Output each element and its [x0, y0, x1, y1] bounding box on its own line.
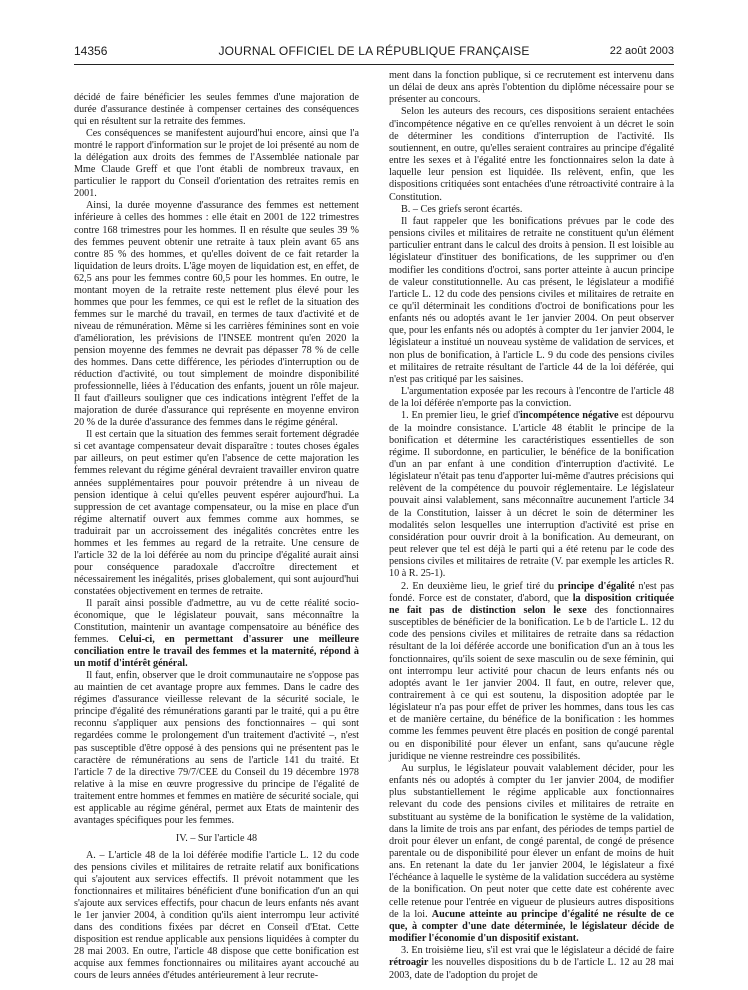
emphasis-text: principe d'égalité — [557, 580, 635, 592]
paragraph — [389, 410, 674, 580]
emphasis-text: Celui-ci, en permettant d'assurer une meilleure conciliation entre le travail des femmes et la maternité, répond à un motif d'intérêt général. — [74, 634, 359, 670]
paragraph: Ainsi, la durée moyenne d'assurance des femmes est nettement inférieure à celles des hommes : elle était en 2001 de 122 trimestres contre 168 trimestres pour les hommes. Il en résulte que seules 39 % des femmes peuvent obtenir une retraite à taux plein avant 65 ans contre 85 % des hommes, et qu'elles doivent de ce fait retarder la liquidation de leurs droits. L'âge moyen de liquidation est, en effet, de 62,5 ans pour les femmes contre 60,5 pour les hommes. En outre, le montant moyen de la retraite reste nettement plus élevé pour les hommes que pour les femmes, ce qui est le reflet de la situation des femmes sur le marché du travail, en termes de taux d'activité et de niveau de rémunération. Même si les carrières féminines sont en voie d'amélioration, les prévisions de l'INSEE montrent qu'en 2020 la pension moyenne des femmes ne devrait pas dépasser 78 % de celle des hommes. Dans cette différence, les périodes d'interruption ou de réduction d'activité, ou tout simplement de moindre disponibilité professionnelle, liées à l'éducation des enfants, jouent un rôle majeur. Il faut d'ailleurs souligner que ces indications intègrent l'effet de la majoration de durée d'assurance qui représente en moyenne environ 20 % de la durée d'assurance des femmes dans le régime général. — [74, 200, 359, 429]
emphasis-text: Aucune atteinte au principe d'égalité ne résulte de ce que, à compter d'une date déterminée, le législateur décide de modifier l'économie d'un dispositif existant. — [389, 908, 674, 945]
paragraph-text: est dépourvu de la moindre consistance. L'article 48 établit le principe de la bonification et détermine les caractéristiques essentielles de son régime. Il subordonne, en particulier, le bénéfice de la bonification d'un an par enfant à une condition d'interruption d'activité. Le législateur n'était pas tenu d'apporter lui-même d'autres précisions qui relèvent de la compétence du pouvoir réglementaire. Le législateur pouvait ainsi valablement, sans méconnaître aucunement l'article 34 de la Constitution, laisser à un décret le soin de déterminer les modalités selon lesquelles une interruption d'activité est prise en considération pour ouvrir droit à la bonification. Au demeurant, on peut relever que tel est déjà le parti qui a été retenu par le code des pensions civiles et militaires de retraite (V. par exemple les articles R. 10 à R. 25-1). — [389, 410, 674, 580]
paragraph-lead: A. – — [86, 849, 109, 861]
publication-title: JOURNAL OFFICIEL DE LA RÉPUBLIQUE FRANÇAISE — [218, 44, 530, 58]
paragraph-text: 2. En deuxième lieu, le grief tiré du — [401, 580, 558, 592]
paragraph — [74, 850, 359, 983]
paragraph: décidé de faire bénéficier les seules femmes d'une majoration de durée d'assurance destinée à compenser certaines des conséquences qui en résultent sur la retraite des femmes. — [74, 92, 359, 128]
paragraph-text: Au surplus, le législateur pouvait valablement décider, pour les enfants nés ou adoptés à compter du 1er janvier 2004, de modifier plus substantiellement le régime applicable aux fonctionnaires relevant du code des pensions civiles et militaires de retraite en substituant au système de la bonification le système de la validation, dans la limite de trois ans par enfant, des périodes de temps partiel de droit pour élever un enfant, de congé parental, de congé de présence parentale ou de disponibilité pour élever un enfant de moins de huit ans. En retenant la date du 1er janvier 2004, le législateur a fixé l'échéance à laquelle le système de la validation succédera au système de la bonification. On peut noter que cette date est cohérente avec celle retenue pour l'entrée en vigueur de plusieurs autres dispositions de la loi. — [389, 762, 674, 920]
header-rule — [74, 64, 674, 65]
paragraph: ment dans la fonction publique, si ce recrutement est intervenu dans un délai de deux ans après l'obtention du diplôme nécessaire pour se présenter au concours. — [389, 70, 674, 106]
emphasis-text: la disposition critiquée ne fait pas de distinction selon le sexe — [389, 592, 674, 616]
paragraph: B. – Ces griefs seront écartés. — [401, 203, 523, 215]
paragraph: L'argumentation exposée par les recours à l'encontre de l'article 48 de la loi déférée n'emporte pas la conviction. — [389, 386, 674, 410]
paragraph: Il est certain que la situation des femmes serait fortement dégradée si cet avantage compensateur devait disparaître : toutes choses égales par ailleurs, on peut estimer qu'en l'absence de cette majoration les femmes relevant du régime général devraient travailler environ quatre années supplémentaires pour pouvoir prétendre à un niveau de pension identique à celui qu'elles peuvent espérer aujourd'hui. La suppression de cet avantage compensateur, ou la mise en place d'un régime alternatif ouvert aux femmes comme aux hommes, se traduirait par un accroissement des inégalités concrètes entre les hommes et les femmes au regard de la retraite. Une censure de l'article 32 de la loi déférée au nom du principe d'égalité aurait ainsi pour conséquence paradoxale d'accroître directement et nécessairement les inégalités, prises globalement, qui sont aujourd'hui constatées objectivement en termes de retraite. — [74, 429, 359, 597]
page-number: 14356 — [74, 44, 108, 58]
paragraph — [389, 945, 674, 981]
emphasis-text: rétroagir — [389, 957, 429, 969]
paragraph — [74, 598, 359, 670]
paragraph: Selon les auteurs des recours, ces dispositions seraient entachées d'incompétence négative en ce qu'elles renvoient à un décret le soin de déterminer les conditions d'interruption de l'activité. Ils soutiennent, en outre, qu'elles seraient contraires au principe d'égalité entre les sexes et à l'égalité entre les fonctionnaires selon la date à laquelle leur pension est liquidée. Ils relèvent, enfin, que les dispositions critiquées sont entachées d'une rétroactivité contraire à la Constitution. — [389, 106, 674, 203]
emphasis-text: incompétence négative — [520, 410, 619, 422]
paragraph — [389, 581, 674, 763]
section-heading: IV. – Sur l'article 48 — [175, 832, 258, 844]
left-column — [74, 92, 359, 982]
paragraph-text: 3. En troisième lieu, s'il est vrai que le législateur a décidé de faire — [401, 945, 674, 957]
paragraph-text: les nouvelles dispositions du b de l'article L. 12 au 28 mai 2003, date de l'adoption du projet de — [389, 957, 674, 981]
paragraph — [389, 763, 674, 945]
paragraph: Il faut, enfin, observer que le droit communautaire ne s'oppose pas au maintien de cet avantage propre aux femmes. Dans le cadre des régimes d'assurance vieillesse relevant de la sécurité sociale, le principe d'égalité des rémunérations garanti par le traité, qui a pu être reconnu s'appliquer aux pensions des fonctionnaires – qui sont regardées comme le prolongement d'un traitement d'activité –, n'est pas susceptible d'être opposé à des pensions qui ne présentent pas le caractère de rémunérations au sens de l'article 141 du traité. Et l'article 7 de la directive 79/7/CEE du Conseil du 19 décembre 1978 relative à la mise en œuvre progressive du principe de l'égalité de traitement entre hommes et femmes en matière de sécurité sociale, qui est applicable au régime général, permet aux Etats de maintenir des avantages spécifiques pour les femmes. — [74, 670, 359, 826]
paragraph: Il faut rappeler que les bonifications prévues par le code des pensions civiles et militaires de retraite ne constituent qu'un élément particulier entrant dans le calcul des droits à pension. Il est loisible au législateur d'instituer des bonifications, de les supprimer ou d'en modifier les conditions d'octroi, sans porter atteinte à aucun principe de valeur constitutionnelle. Au cas présent, le législateur a modifié l'article L. 12 du code des pensions civiles et militaires de retraite en ce qu'il déterminait les conditions d'octroi de bonifications pour les enfants nés ou adoptés avant le 1er janvier 2004. On peut observer que, pour les enfants nés ou adoptés à compter du 1er janvier 2004, le législateur a institué un nouveau système de validation de services, et non plus de bonification, à l'article L. 9 du code des pensions civiles et militaires de retraite résultant de l'article 44 de la loi déférée, qui n'est pas critiqué par les saisines. — [389, 215, 674, 385]
right-column — [389, 70, 674, 982]
paragraph-text: n'est pas fondé. Force est de constater, d'abord, que — [389, 580, 674, 604]
paragraph-text: L'article 48 de la loi déférée modifie l'article L. 12 du code des pensions civiles et militaires de retraite relatif aux bonifications qui s'ajoutent aux services effectifs. Il prévoit notamment que les fonctionnaires et militaires bénéficient d'une bonification d'un an qui s'ajoute aux services effectifs, pour chacun de leurs enfants nés avant le 1er janvier 2004, à condition qu'ils aient interrompu leur activité dans des conditions fixées par décret en Conseil d'Etat. Cette disposition est rendue applicable aux pensions liquidées à compter du 28 mai 2003. En outre, l'article 48 dispose que cette bonification est acquise aux femmes fonctionnaires ou militaires ayant accouché au cours de leurs années d'études antérieurement à leur recrute- — [74, 849, 359, 982]
paragraph: Ces conséquences se manifestent aujourd'hui encore, ainsi que l'a montré le rapport d'information sur le projet de loi présenté au nom de la délégation aux droits des femmes de l'Assemblée nationale par Mme Claude Greff et que l'ont établi de nombreux travaux, en particulier le rapport du Conseil d'orientation des retraites remis en 2001. — [74, 128, 359, 200]
paragraph-text: des fonctionnaires susceptibles de bénéficier de la bonification. Le b de l'article L. 12 du code des pensions civiles et militaires de retraite dans sa rédaction résultant de la loi déférée accorde une bonification d'un an à tous les fonctionnaires, qu'ils soient de sexe masculin ou de sexe féminin, qui ont interrompu leur activité pour chacun de leurs enfants nés ou adoptés avant le 1er janvier 2004. Il faut, en outre, relever que, contrairement à ce qui est soutenu, la disposition adoptée par le législateur n'a pas pour effet de priver les hommes, dans tous les cas et de manière certaine, du bénéfice de la bonification : les hommes comme les femmes peuvent être placés en position de congé parental ou en disponibilité pour élever un enfant, sans qu'aucune règle juridique ne vienne restreindre ces possibilités. — [389, 604, 674, 762]
issue-date: 22 août 2003 — [609, 45, 674, 57]
paragraph-text: Il paraît ainsi possible d'admettre, au vu de cette réalité socio-économique, que le législateur pouvait, sans méconnaître la Constitution, maintenir un avantage compensatoire au bénéfice des femmes. — [74, 597, 359, 646]
paragraph-text: 1. En premier lieu, le grief d' — [401, 410, 521, 422]
page-header — [74, 42, 674, 60]
